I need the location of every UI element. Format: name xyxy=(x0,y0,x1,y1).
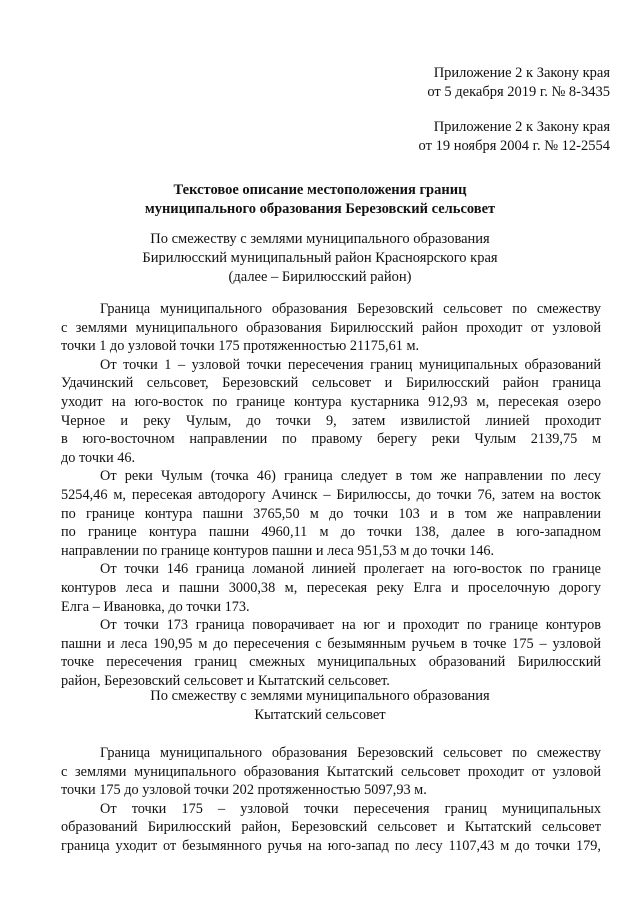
title-line: Текстовое описание местоположения границ xyxy=(173,182,467,198)
paragraph-line: От точки 1 – узловой точки пересечения границ муниципальных образований xyxy=(100,356,601,373)
paragraph-line: в юго-восточном направлении по правому берегу реки Чулым 2139,75 м xyxy=(61,431,601,448)
paragraph-line: 5254,46 м, пересекая автодорогу Ачинск – Бирилюссы, до точки 76, затем на восток xyxy=(61,486,601,503)
paragraph-line: образований Бирилюсский район, Березовский сельсовет и Кытатский сельсовет xyxy=(61,819,601,836)
document-title xyxy=(0,181,640,219)
paragraph-line: уходит на юго-восток по границе контура кустарника 912,93 м, пересекая озеро xyxy=(61,393,601,410)
paragraph-line: точки 175 до узловой точки 202 протяженностью 5097,93 м. xyxy=(61,782,427,799)
paragraph-line: От реки Чулым (точка 46) граница следует в том же направлении по лесу xyxy=(100,468,601,485)
section-body-kytatsky xyxy=(61,744,601,856)
paragraph-line: От точки 173 граница поворачивает на юг и проходит по границе контуров xyxy=(100,617,601,634)
title-line: муниципального образования Березовский сельсовет xyxy=(144,201,496,217)
appendix-line: Приложение 2 к Закону края xyxy=(433,65,610,81)
paragraph-line: контуров леса и пашни 3000,38 м, пересекая реку Елга и проселочную дорогу xyxy=(61,579,601,596)
paragraph-line: точке пересечения границ смежных муниципальных образований Бирилюсский xyxy=(61,654,601,671)
paragraph-line: Черное и реку Чулым, до точки 9, затем извилистой линией проходит xyxy=(61,412,601,429)
section-heading-line: Бирилюсский муниципальный район Красноярского края xyxy=(142,250,498,266)
paragraph-line: Елга – Ивановка, до точки 173. xyxy=(61,598,250,615)
paragraph-line: От точки 175 – узловой точки пересечения границ муниципальных xyxy=(100,800,601,817)
section-heading-line: (далее – Бирилюсский район) xyxy=(228,269,412,285)
paragraph-line: с землями муниципального образования Бирилюсский район проходит от узловой xyxy=(61,319,601,336)
section-body-birilyussky xyxy=(61,300,601,690)
paragraph-line: по границе контура пашни 3765,50 м до точки 103 и в том же направлении xyxy=(61,505,601,522)
paragraph-line: Граница муниципального образования Березовский сельсовет по смежеству xyxy=(100,301,601,317)
paragraph-line: Удачинский сельсовет, Березовский сельсовет и Бирилюсский район граница xyxy=(61,375,601,392)
paragraph-line: с землями муниципального образования Кытатский сельсовет проходит от узловой xyxy=(61,763,601,780)
paragraph-line: район, Березовский сельсовет и Кытатский сельсовет. xyxy=(61,672,390,689)
section-heading-birilyussky xyxy=(0,230,640,287)
paragraph-line: граница уходит от безымянного ручья на юго-запад по лесу 1107,43 м до точки 179, xyxy=(61,837,601,854)
paragraph-line: до точки 46. xyxy=(61,449,136,466)
appendix-reference-current xyxy=(427,64,610,102)
paragraph-line: направлении по границе контуров пашни и леса 951,53 м до точки 146. xyxy=(61,542,495,559)
section-heading-line: По смежеству с землями муниципального образования xyxy=(150,688,490,704)
paragraph-line: Граница муниципального образования Березовский сельсовет по смежеству xyxy=(100,745,601,761)
section-heading-line: По смежеству с землями муниципального образования xyxy=(150,231,490,247)
appendix-date-line: от 19 ноября 2004 г. № 12-2554 xyxy=(418,138,610,154)
section-heading-kytatsky xyxy=(0,687,640,725)
paragraph-line: пашни и леса 190,95 м до пересечения с безымянным ручьем в точке 175 – узловой xyxy=(61,635,601,652)
appendix-date-line: от 5 декабря 2019 г. № 8-3435 xyxy=(427,84,610,100)
paragraph-line: точки 1 до узловой точки 175 протяженностью 21175,61 м. xyxy=(61,338,420,355)
section-heading-line: Кытатский сельсовет xyxy=(254,707,386,723)
appendix-reference-original xyxy=(419,118,610,156)
paragraph-line: От точки 146 граница ломаной линией пролегает на юго-восток по границе xyxy=(100,561,601,578)
appendix-line: Приложение 2 к Закону края xyxy=(433,119,610,135)
paragraph-line: по границе контура пашни 4960,11 м до точки 138, далее в юго-западном xyxy=(61,524,601,541)
